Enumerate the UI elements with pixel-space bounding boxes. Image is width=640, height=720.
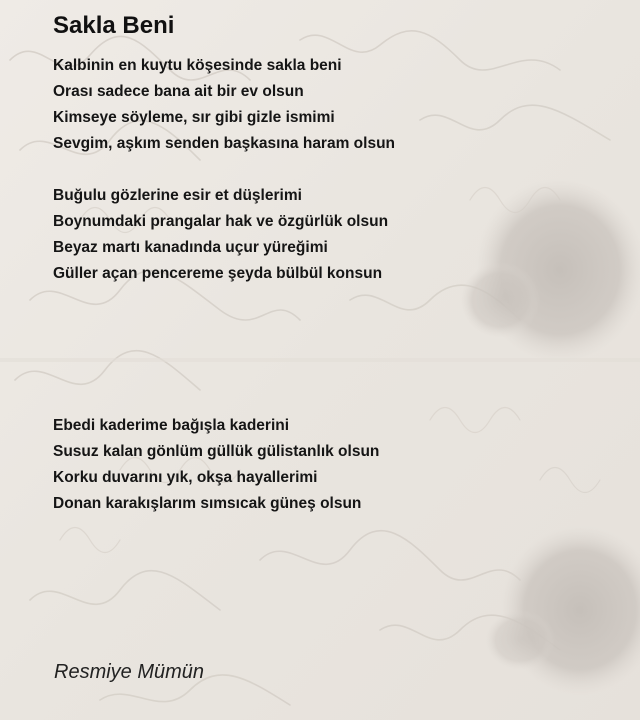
- poem-line: Kimseye söyleme, sır gibi gizle ismimi: [53, 109, 335, 126]
- poem-author: Resmiye Mümün: [54, 661, 205, 683]
- poem-line: Korku duvarını yık, okşa hayallerimi: [53, 469, 318, 486]
- poem-title: Sakla Beni: [53, 12, 175, 39]
- poem-line: Sevgim, aşkım senden başkasına haram olsun: [53, 135, 396, 152]
- poem-line: Buğulu gözlerine esir et düşlerimi: [53, 187, 302, 204]
- poem-line: Donan karakışlarım sımsıcak güneş olsun: [53, 495, 362, 512]
- poem-line: Güller açan pencereme şeyda bülbül konsun: [53, 265, 383, 282]
- poem-line: Orası sadece bana ait bir ev olsun: [53, 83, 304, 100]
- stanza-1: [53, 53, 395, 157]
- poem-line: Kalbinin en kuytu köşesinde sakla beni: [53, 57, 342, 74]
- stanza-2: [53, 183, 388, 287]
- stanza-3: [53, 413, 379, 517]
- poem-line: Beyaz martı kanadında uçur yüreğimi: [53, 239, 328, 256]
- poem-line: Boynumdaki prangalar hak ve özgürlük olsun: [53, 213, 389, 230]
- poem-line: Susuz kalan gönlüm güllük gülistanlık olsun: [53, 443, 380, 460]
- poem-line: Ebedi kaderime bağışla kaderini: [53, 417, 290, 434]
